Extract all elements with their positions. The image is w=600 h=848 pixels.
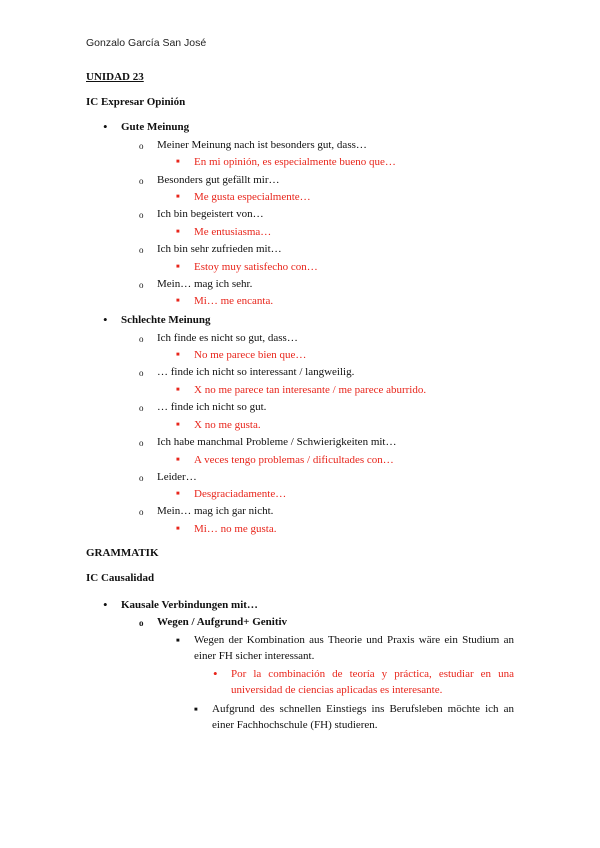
- phrase-de: Mein… mag ich gar nicht.: [157, 505, 274, 517]
- square-bullet-icon: ■: [176, 526, 180, 532]
- section-heading-causality: IC Causalidad: [86, 572, 155, 584]
- section-heading-opinion: IC Expresar Opinión: [86, 96, 186, 108]
- circle-bullet-icon: o: [139, 368, 144, 378]
- square-bullet-icon: ■: [176, 491, 180, 497]
- bullet-icon: •: [103, 312, 108, 327]
- example-es: Por la combinación de teoría y práctica, estudiar en una universidad de ciencias aplicadas es interesante.: [231, 668, 514, 696]
- square-bullet-icon: ■: [176, 638, 180, 644]
- square-bullet-icon: ■: [176, 422, 180, 428]
- phrase-es: Me entusiasma…: [194, 226, 272, 238]
- square-bullet-icon: ■: [176, 298, 180, 304]
- circle-bullet-icon: o: [139, 507, 144, 517]
- square-bullet-icon: ■: [194, 707, 198, 713]
- grammar-title: GRAMMATIK: [86, 547, 159, 559]
- phrase-de: Ich finde es nicht so gut, dass…: [157, 332, 298, 344]
- sub-label-wegen-aufgrund: Wegen / Aufgrund+ Genitiv: [157, 616, 288, 628]
- phrase-es: Mi… no me gusta.: [194, 523, 277, 535]
- circle-bullet-icon: o: [139, 618, 144, 628]
- bullet-icon: •: [213, 666, 218, 681]
- circle-bullet-icon: o: [139, 210, 144, 220]
- bullet-icon: •: [103, 119, 108, 134]
- phrase-es: X no me parece tan interesante / me parece aburrido.: [194, 384, 427, 396]
- phrase-de: Besonders gut gefällt mir…: [157, 174, 280, 186]
- circle-bullet-icon: o: [139, 473, 144, 483]
- phrase-de: Leider…: [157, 471, 197, 483]
- example-de: Wegen der Kombination aus Theorie und Praxis wäre ein Studium an einer FH sicher interessant.: [194, 634, 514, 662]
- author-header: Gonzalo García San José: [86, 37, 207, 49]
- circle-bullet-icon: o: [139, 176, 144, 186]
- circle-bullet-icon: o: [139, 438, 144, 448]
- circle-bullet-icon: o: [139, 334, 144, 344]
- group-label-good-opinion: Gute Meinung: [121, 121, 190, 133]
- example-de: Aufgrund des schnellen Einstiegs ins Berufsleben möchte ich an einer Fachhochschule (FH) studieren.: [212, 703, 514, 731]
- phrase-de: Mein… mag ich sehr.: [157, 278, 253, 290]
- phrase-es: Me gusta especialmente…: [194, 191, 311, 203]
- square-bullet-icon: ■: [176, 159, 180, 165]
- phrase-de: Ich bin sehr zufrieden mit…: [157, 243, 282, 255]
- phrase-de: Meiner Meinung nach ist besonders gut, dass…: [157, 139, 367, 151]
- phrase-es: Estoy muy satisfecho con…: [194, 261, 318, 273]
- phrase-es: Desgraciadamente…: [194, 488, 287, 500]
- phrase-de: Ich bin begeistert von…: [157, 208, 264, 220]
- circle-bullet-icon: o: [139, 141, 144, 151]
- phrase-es: X no me gusta.: [194, 419, 261, 431]
- phrase-es: En mi opinión, es especialmente bueno que…: [194, 156, 396, 168]
- square-bullet-icon: ■: [176, 229, 180, 235]
- phrase-de: Ich habe manchmal Probleme / Schwierigkeiten mit…: [157, 436, 397, 448]
- circle-bullet-icon: o: [139, 403, 144, 413]
- square-bullet-icon: ■: [176, 387, 180, 393]
- square-bullet-icon: ■: [176, 352, 180, 358]
- circle-bullet-icon: o: [139, 280, 144, 290]
- group-label-causal: Kausale Verbindungen mit…: [121, 599, 258, 611]
- unit-title: UNIDAD 23: [86, 71, 144, 83]
- group-label-bad-opinion: Schlechte Meinung: [121, 314, 211, 326]
- square-bullet-icon: ■: [176, 194, 180, 200]
- phrase-es: Mi… me encanta.: [194, 295, 274, 307]
- phrase-es: A veces tengo problemas / dificultades con…: [194, 454, 394, 466]
- square-bullet-icon: ■: [176, 264, 180, 270]
- circle-bullet-icon: o: [139, 245, 144, 255]
- square-bullet-icon: ■: [176, 457, 180, 463]
- bullet-icon: •: [103, 597, 108, 612]
- phrase-de: … finde ich nicht so interessant / langweilig.: [157, 366, 355, 378]
- phrase-es: No me parece bien que…: [194, 349, 307, 361]
- phrase-de: … finde ich nicht so gut.: [157, 401, 267, 413]
